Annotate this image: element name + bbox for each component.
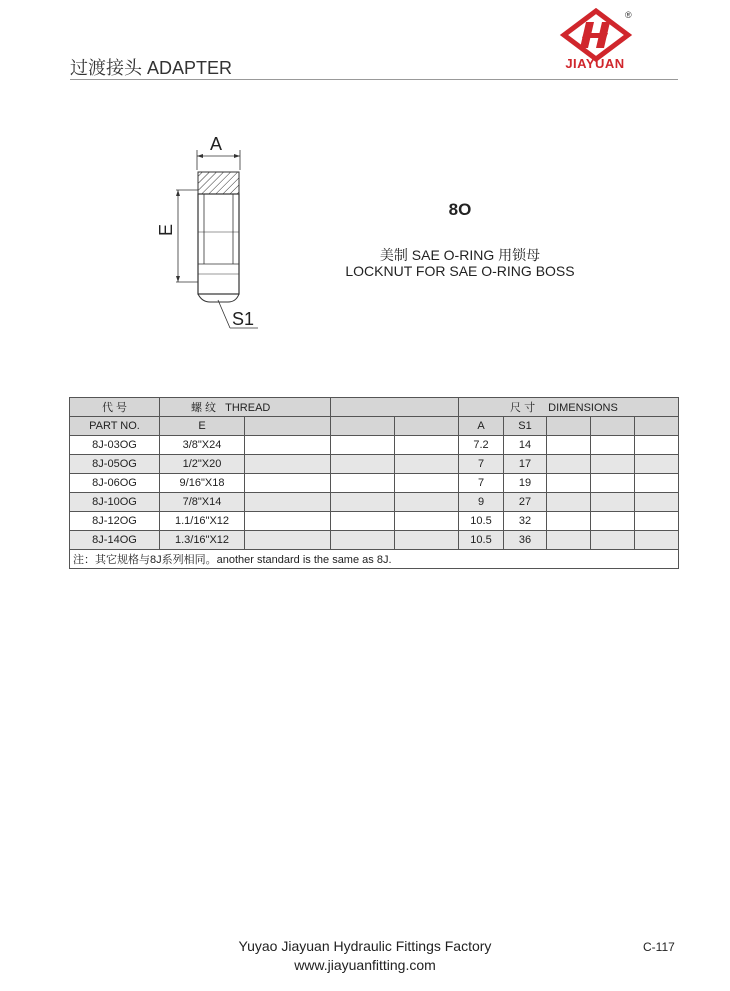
product-description-cn: 美制 SAE O-RING 用锁母 bbox=[379, 247, 541, 263]
col-dim-cn: 尺 寸 bbox=[510, 402, 536, 414]
col-e: E bbox=[160, 417, 245, 436]
col-s1: S1 bbox=[504, 417, 547, 436]
header-divider bbox=[70, 79, 678, 80]
col-thread-cn: 螺 纹 bbox=[191, 402, 217, 414]
col-thread-en: THREAD bbox=[225, 402, 271, 414]
col-dim-en: DIMENSIONS bbox=[548, 402, 618, 414]
table-row: 8J-06OG 9/16"X18 7 19 bbox=[70, 474, 679, 493]
table-row: 8J-05OG 1/2"X20 7 17 bbox=[70, 455, 679, 474]
part-series-code: 8O bbox=[448, 200, 472, 219]
table-note: 注：其它规格与8J系列相同。another standard is the same as 8J. bbox=[70, 550, 679, 569]
col-part-no: PART NO. bbox=[70, 417, 160, 436]
table-subheader-row bbox=[70, 417, 679, 436]
footer-company: Yuyao Jiayuan Hydraulic Fittings Factory bbox=[238, 938, 492, 954]
locknut-drawing bbox=[140, 128, 270, 338]
dim-s1-label: S1 bbox=[232, 309, 255, 329]
table-row: 8J-03OG 3/8"X24 7.2 14 bbox=[70, 436, 679, 455]
registered-mark: ® bbox=[625, 10, 632, 20]
table-row: 8J-12OG 1.1/16"X12 10.5 32 bbox=[70, 512, 679, 531]
col-thread-head bbox=[160, 398, 331, 417]
page-number: C-117 bbox=[643, 940, 675, 954]
page-title: 过渡接头 ADAPTER bbox=[70, 58, 233, 78]
col-code-cn: 代 号 bbox=[70, 398, 160, 417]
dim-a-label: A bbox=[210, 134, 223, 154]
dim-e-label: E bbox=[156, 223, 176, 236]
header-blank bbox=[331, 398, 459, 417]
footer-website: www.jiayuanfitting.com bbox=[294, 957, 436, 973]
col-a: A bbox=[459, 417, 504, 436]
col-dim-head bbox=[459, 398, 679, 417]
table-header-row bbox=[70, 398, 679, 417]
table-note-row bbox=[70, 550, 679, 569]
spec-table bbox=[69, 397, 679, 569]
brand-name: JIAYUAN bbox=[565, 56, 625, 71]
product-description-en: LOCKNUT FOR SAE O-RING BOSS bbox=[345, 263, 575, 279]
table-row: 8J-14OG 1.3/16"X12 10.5 36 bbox=[70, 531, 679, 550]
table-row: 8J-10OG 7/8"X14 9 27 bbox=[70, 493, 679, 512]
